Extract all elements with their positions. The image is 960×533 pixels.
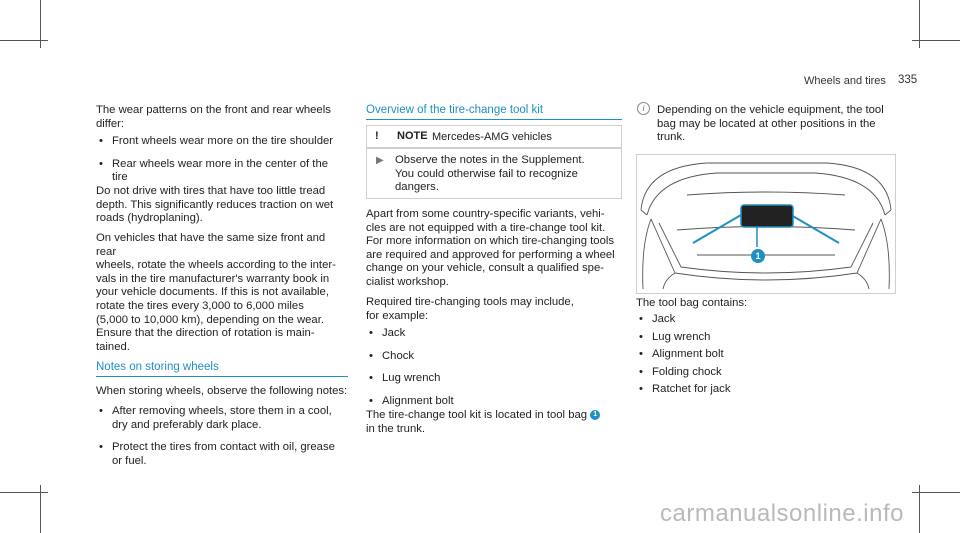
- storing-list: [98, 405, 348, 477]
- figure-callout: 1: [751, 249, 765, 263]
- warning-icon: !: [375, 130, 379, 142]
- list-item: • Folding chock: [638, 366, 878, 380]
- crop-mark: [912, 492, 960, 493]
- tools-list: [368, 327, 608, 417]
- list-item: • Chock: [368, 350, 608, 364]
- tool-bag-list: [638, 313, 878, 401]
- list-item: • Jack: [368, 327, 608, 341]
- heading-rule: [96, 376, 348, 377]
- crop-mark: [0, 40, 48, 41]
- storing-intro: When storing wheels, observe the following notes:: [96, 385, 348, 397]
- crop-mark: [0, 492, 48, 493]
- callout-badge: 1: [590, 410, 600, 420]
- instruction-text: Observe the notes in the Supplement. You could otherwise fail to recognize dangers.: [395, 154, 585, 194]
- location-paragraph: The tire-change tool kit is located in tool bag 1 in the trunk.: [366, 409, 626, 436]
- list-item: • Lug wrench: [368, 372, 608, 386]
- list-item: • Alignment bolt: [368, 395, 608, 409]
- contents-label: The tool bag contains:: [636, 297, 748, 309]
- required-tools-paragraph: Required tire-changing tools may include, for example:: [366, 296, 574, 322]
- rotation-paragraph: On vehicles that have the same size front and rear wheels, rotate the wheels according to the inter- vals in the tire manufacturer's warranty book in your vehicle documents. If this is not available, rotate the tires every 3,000 to 6,000 miles (5,000 to 10,000 km), depending on the wear. Ensure that the direction of rotation is main- tained.: [96, 232, 336, 353]
- list-item: • Rear wheels wear more in the center of the tire: [98, 158, 338, 185]
- list-item: • After removing wheels, store them in a cool, dry and preferably dark place.: [98, 405, 348, 432]
- note-text: Mercedes-AMG vehicles: [432, 131, 552, 143]
- list-item: • Alignment bolt: [638, 348, 878, 362]
- list-item: • Jack: [638, 313, 878, 327]
- list-item: • Front wheels wear more on the tire shoulder: [98, 135, 338, 149]
- trunk-illustration: [637, 155, 895, 293]
- note-label: NOTE: [397, 130, 428, 142]
- list-item: • Protect the tires from contact with oil, grease or fuel.: [98, 441, 348, 468]
- page-number: 335: [898, 74, 918, 86]
- running-title: Wheels and tires: [804, 75, 886, 87]
- info-text: Depending on the vehicle equipment, the tool bag may be located at other positions in the trunk.: [657, 104, 884, 144]
- intro-paragraph: The wear patterns on the front and rear wheels differ:: [96, 104, 331, 130]
- note-box: [366, 125, 622, 148]
- tread-paragraph: Do not drive with tires that have too little tread depth. This significantly reduces traction on wet roads (hydroplaning).: [96, 185, 334, 225]
- tool-kit-paragraph: Apart from some country-specific variants, vehi- cles are not equipped with a tire-change tool kit. For more information on which tire-changing tools are required and approved for performing a wheel change on your vehicle, consult a qualified spe- cialist workshop.: [366, 208, 615, 288]
- tool-kit-heading: Overview of the tire-change tool kit: [366, 104, 544, 116]
- watermark: carmanualsonline.info: [660, 500, 904, 527]
- list-item: • Lug wrench: [638, 331, 878, 345]
- crop-mark: [912, 40, 960, 41]
- list-item: • Ratchet for jack: [638, 383, 878, 397]
- heading-rule: [366, 119, 622, 120]
- trunk-figure: [636, 154, 896, 294]
- arrow-icon: ▶: [376, 155, 384, 166]
- info-icon: i: [637, 102, 650, 115]
- instruction-box: [366, 148, 622, 199]
- storing-wheels-heading: Notes on storing wheels: [96, 361, 219, 373]
